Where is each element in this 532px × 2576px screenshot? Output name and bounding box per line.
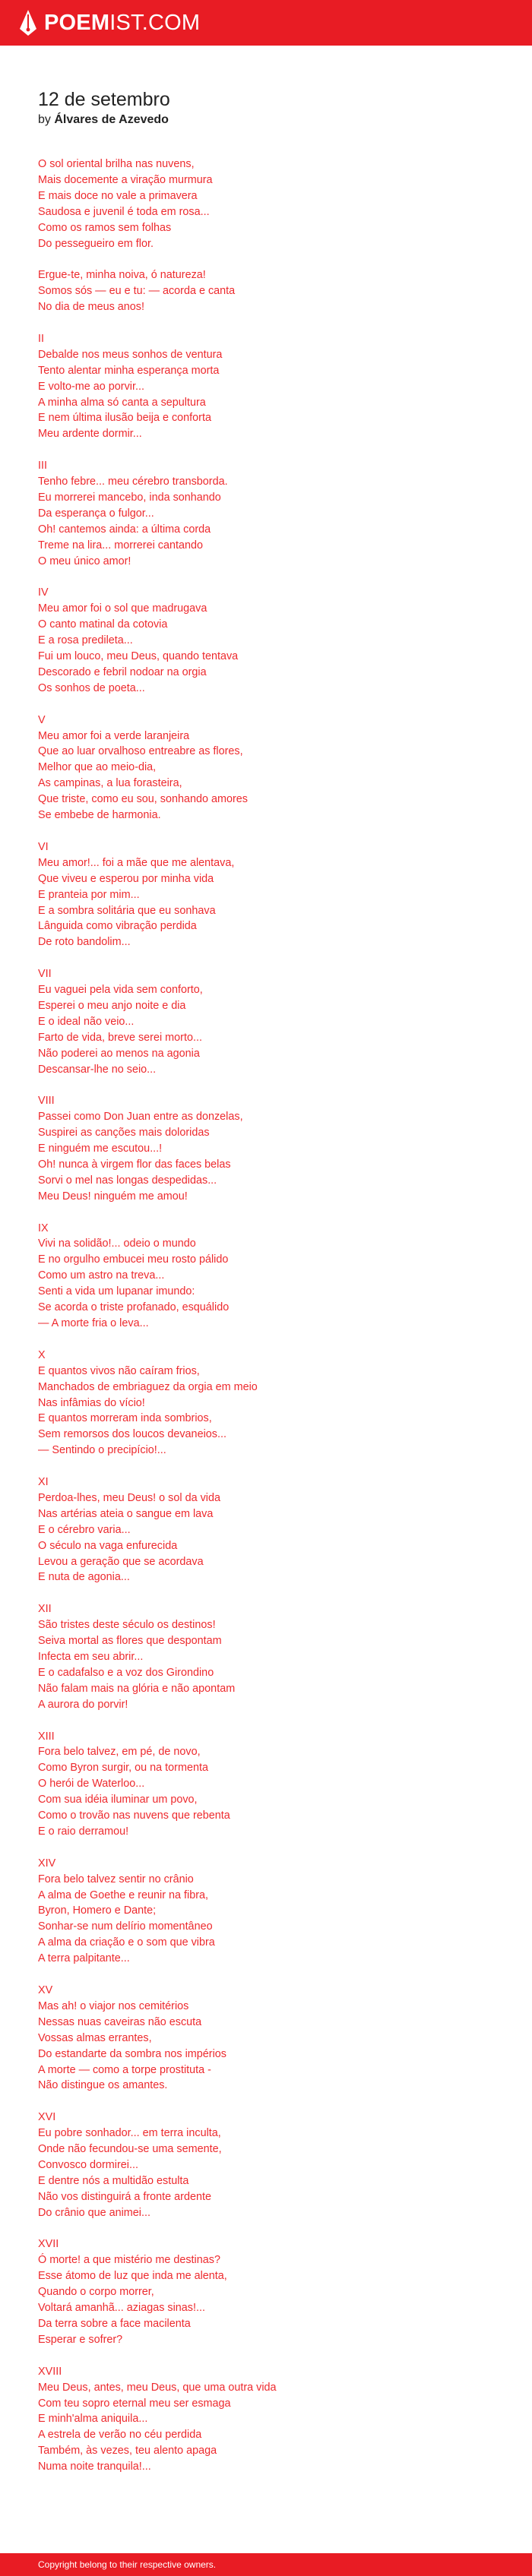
poem-line: A terra palpitante...	[38, 1952, 130, 1965]
poem-line: Também, às vezes, teu alento apaga	[38, 2445, 217, 2457]
logo-light-text: IST.COM	[109, 11, 201, 35]
poem-line: Meu amor!... foi a mãe que me alentava,	[38, 856, 235, 869]
poem-line: Nas infâmias do vício!	[38, 1396, 145, 1409]
poem-line: E nuta de agonia...	[38, 1571, 130, 1584]
poem-line: As campinas, a lua forasteira,	[38, 777, 182, 790]
byline-prefix: by	[38, 113, 51, 126]
poem-line: Meu amor foi o sol que madrugava	[38, 602, 207, 615]
stanza	[38, 1093, 509, 1204]
stanza	[38, 458, 509, 569]
poem-line: Fora belo talvez, em pé, de novo,	[38, 1746, 201, 1759]
poem-line: Sonhar-se num delírio momentâneo	[38, 1920, 213, 1933]
poem-line: Que viveu e esperou por minha vida	[38, 872, 214, 885]
site-header	[0, 0, 532, 46]
poem-line: Meu Deus, antes, meu Deus, que uma outra vida	[38, 2381, 277, 2394]
poem-line: Da esperança o fulgor...	[38, 507, 154, 520]
poem-line: Como os ramos sem folhas	[38, 221, 172, 234]
poem-line: IV	[38, 586, 49, 599]
poem-line: XV	[38, 1983, 53, 1996]
stanza	[38, 2364, 509, 2475]
poem-line: E quantos morreram inda sombrios,	[38, 1412, 212, 1425]
poem-line: De roto bandolim...	[38, 936, 131, 949]
poem-line: O canto matinal da cotovia	[38, 618, 168, 631]
poem-line: A minha alma só canta a sepultura	[38, 396, 206, 409]
poem-line: Debalde nos meus sonhos de ventura	[38, 348, 223, 361]
poem-line: Oh! nunca à virgem flor das faces belas	[38, 1158, 231, 1171]
poem-line: III	[38, 460, 47, 473]
poem-line: Melhor que ao meio-dia,	[38, 761, 157, 774]
poem-line: — A morte fria o leva...	[38, 1317, 149, 1330]
poem-line: Infecta em seu abrir...	[38, 1651, 144, 1663]
poem-line: O herói de Waterloo...	[38, 1778, 145, 1791]
poem-line: E a sombra solitária que eu sonhava	[38, 904, 216, 917]
poem-line: Se embebe de harmonia.	[38, 809, 161, 822]
poem-line: E ninguém me escutou...!	[38, 1143, 163, 1155]
poem-line: E no orgulho embucei meu rosto pálido	[38, 1253, 229, 1266]
poem-line: Com teu sopro eternal meu ser esmaga	[38, 2397, 231, 2410]
author-name[interactable]: Álvares de Azevedo	[54, 113, 169, 126]
copyright-text: Copyright belong to their respective owners.	[38, 2559, 217, 2570]
poem-line: Numa noite tranquila!...	[38, 2461, 151, 2473]
poem-line: E o raio derramou!	[38, 1825, 129, 1838]
poem-line: Meu amor foi a verde laranjeira	[38, 729, 190, 742]
poem-line: Suspirei as canções mais doloridas	[38, 1127, 210, 1139]
poem-line: Fora belo talvez sentir no crânio	[38, 1873, 194, 1885]
poem-line: A alma da criação e o som que vibra	[38, 1936, 215, 1949]
poem-line: Descansar-lhe no seio...	[38, 1063, 157, 1076]
poem-line: E o cadafalso e a voz dos Girondino	[38, 1666, 214, 1679]
poem-line: Do pessegueiro em flor.	[38, 237, 154, 250]
stanza	[38, 1348, 509, 1459]
poem-line: Como o trovão nas nuvens que rebenta	[38, 1810, 230, 1822]
poem-line: XIV	[38, 1857, 56, 1870]
poem-line: Não distingue os amantes.	[38, 2079, 168, 2092]
poem-line: Se acorda o triste profanado, esquálido	[38, 1301, 230, 1314]
stanza	[38, 1221, 509, 1332]
poem-line: Oh! cantemos ainda: a última corda	[38, 523, 211, 536]
poem-line: O meu único amor!	[38, 555, 131, 567]
stanza	[38, 1474, 509, 1585]
poem-line: Os sonhos de poeta...	[38, 681, 145, 694]
poem-container	[38, 88, 509, 2491]
stanza	[38, 156, 509, 251]
poem-line: Nas artérias ateia o sangue em lava	[38, 1507, 214, 1520]
stanza	[38, 966, 509, 1077]
poem-line: Eu vaguei pela vida sem conforto,	[38, 984, 203, 997]
stanza	[38, 1601, 509, 1712]
poem-line: Senti a vida um lupanar imundo:	[38, 1285, 195, 1298]
poem-line: Tento alentar minha esperança morta	[38, 364, 220, 377]
poem-line: X	[38, 1348, 46, 1361]
stanza	[38, 1983, 509, 2094]
poem-line: VII	[38, 968, 52, 981]
poem-line: XVIII	[38, 2365, 62, 2378]
poem-line: Convosco dormirei...	[38, 2158, 138, 2171]
quill-logo-icon[interactable]	[18, 9, 38, 36]
poem-line: XIII	[38, 1730, 55, 1743]
logo-bold-text: POEM	[44, 11, 110, 35]
poem-line: Eu morrerei mancebo, inda sonhando	[38, 491, 221, 504]
poem-line: Saudosa e juvenil é toda em rosa...	[38, 205, 210, 218]
poem-line: II	[38, 332, 44, 345]
poem-line: E mais doce no vale a primavera	[38, 189, 198, 202]
poem-line: E volto-me ao porvir...	[38, 380, 144, 393]
poem-line: O sol oriental brilha nas nuvens,	[38, 158, 195, 170]
poem-line: — Sentindo o precipício!...	[38, 1444, 166, 1457]
poem-line: Ergue-te, minha noiva, ó natureza!	[38, 269, 206, 282]
poem-line: Que ao luar orvalhoso entreabre as flores,	[38, 745, 243, 758]
site-logo[interactable]	[44, 9, 200, 36]
poem-line: Passei como Don Juan entre as donzelas,	[38, 1111, 243, 1124]
poem-line: Seiva mortal as flores que despontam	[38, 1635, 222, 1648]
site-footer	[0, 2553, 532, 2576]
poem-line: E minh'alma aniquila...	[38, 2413, 148, 2426]
poem-line: A estrela de verão no céu perdida	[38, 2429, 202, 2442]
stanza	[38, 2236, 509, 2347]
poem-line: Quando o corpo morrer,	[38, 2286, 154, 2299]
poem-line: XVI	[38, 2111, 56, 2124]
stanza	[38, 2110, 509, 2220]
poem-line: E quantos vivos não caíram frios,	[38, 1364, 200, 1377]
poem-line: A aurora do porvir!	[38, 1698, 128, 1711]
poem-line: Esperei o meu anjo noite e dia	[38, 999, 186, 1012]
poem-line: XVII	[38, 2238, 59, 2251]
poem-line: Meu Deus! ninguém me amou!	[38, 1190, 188, 1203]
poem-line: Do crânio que animei...	[38, 2206, 150, 2219]
poem-line: Do estandarte da sombra nos impérios	[38, 2047, 226, 2060]
poem-line: Eu pobre sonhador... em terra inculta,	[38, 2127, 221, 2140]
stanza	[38, 331, 509, 442]
poem-line: IX	[38, 1222, 49, 1234]
poem-line: E o cérebro varia...	[38, 1523, 131, 1536]
poem-line: Que triste, como eu sou, sonhando amores	[38, 793, 248, 806]
poem-line: Mais docemente a viração murmura	[38, 173, 213, 186]
poem-line: Vossas almas errantes,	[38, 2031, 152, 2044]
poem-line: VIII	[38, 1095, 55, 1108]
stanza	[38, 1856, 509, 1967]
poem-title: 12 de setembro	[38, 89, 170, 110]
poem-line: Não falam mais na glória e não apontam	[38, 1682, 236, 1695]
poem-line: Fui um louco, meu Deus, quando tentava	[38, 650, 239, 663]
poem-line: Lânguida como vibração perdida	[38, 920, 197, 933]
poem-line: Byron, Homero e Dante;	[38, 1904, 157, 1917]
poem-body	[38, 156, 509, 2475]
poem-line: Onde não fecundou-se uma semente,	[38, 2143, 222, 2156]
poem-line: Somos sós — eu e tu: — acorda e canta	[38, 285, 236, 298]
poem-line: E o ideal não veio...	[38, 1015, 135, 1028]
poem-line: Mas ah! o viajor nos cemitérios	[38, 1999, 189, 2012]
poem-line: Vivi na solidão!... odeio o mundo	[38, 1237, 196, 1250]
poem-line: Levou a geração que se acordava	[38, 1555, 204, 1568]
poem-line: São tristes deste século os destinos!	[38, 1619, 216, 1632]
poem-line: Tenho febre... meu cérebro transborda.	[38, 476, 228, 488]
byline	[38, 112, 509, 128]
poem-line: Farto de vida, breve serei morto...	[38, 1031, 202, 1044]
stanza	[38, 713, 509, 823]
poem-line: VI	[38, 840, 49, 853]
poem-line: A morte — como a torpe prostituta -	[38, 2063, 211, 2076]
poem-line: XI	[38, 1476, 49, 1489]
poem-line: Com sua idéia iluminar um povo,	[38, 1794, 198, 1806]
poem-line: Sorvi o mel nas longas despedidas...	[38, 1174, 217, 1187]
poem-line: Treme na lira... morrerei cantando	[38, 539, 204, 552]
poem-line: Voltará amanhã... aziagas sinas!...	[38, 2302, 205, 2315]
poem-line: E pranteia por mim...	[38, 888, 140, 901]
poem-line: Esperar e sofrer?	[38, 2333, 123, 2346]
poem-line: Manchados de embriaguez da orgia em meio	[38, 1380, 258, 1393]
poem-line: Como Byron surgir, ou na tormenta	[38, 1762, 208, 1775]
poem-line: Meu ardente dormir...	[38, 428, 142, 441]
poem-line: Não poderei ao menos na agonia	[38, 1047, 200, 1060]
poem-line: V	[38, 713, 46, 726]
poem-line: Como um astro na treva...	[38, 1269, 165, 1282]
poem-line: XII	[38, 1603, 52, 1616]
poem-line: E a rosa predileta...	[38, 634, 133, 647]
poem-line: No dia de meus anos!	[38, 301, 144, 314]
stanza	[38, 585, 509, 696]
stanza	[38, 1729, 509, 1840]
poem-line: Ó morte! a que mistério me destinas?	[38, 2254, 220, 2267]
poem-line: Sem remorsos dos loucos devaneios...	[38, 1428, 226, 1441]
poem-line: O século na vaga enfurecida	[38, 1539, 178, 1552]
poem-line: E dentre nós a multidão estulta	[38, 2174, 189, 2187]
poem-line: Não vos distinguirá a fronte ardente	[38, 2190, 211, 2203]
poem-line: E nem última ilusão beija e conforta	[38, 412, 211, 425]
stanza	[38, 267, 509, 315]
poem-line: Nessas nuas caveiras não escuta	[38, 2015, 202, 2028]
stanza	[38, 839, 509, 950]
poem-line: Descorado e febril nodoar na orgia	[38, 665, 207, 678]
poem-line: Da terra sobre a face macilenta	[38, 2317, 191, 2330]
poem-line: Perdoa-lhes, meu Deus! o sol da vida	[38, 1491, 220, 1504]
poem-line: A alma de Goethe e reunir na fibra,	[38, 1889, 208, 1901]
poem-line: Esse átomo de luz que inda me alenta,	[38, 2270, 227, 2283]
